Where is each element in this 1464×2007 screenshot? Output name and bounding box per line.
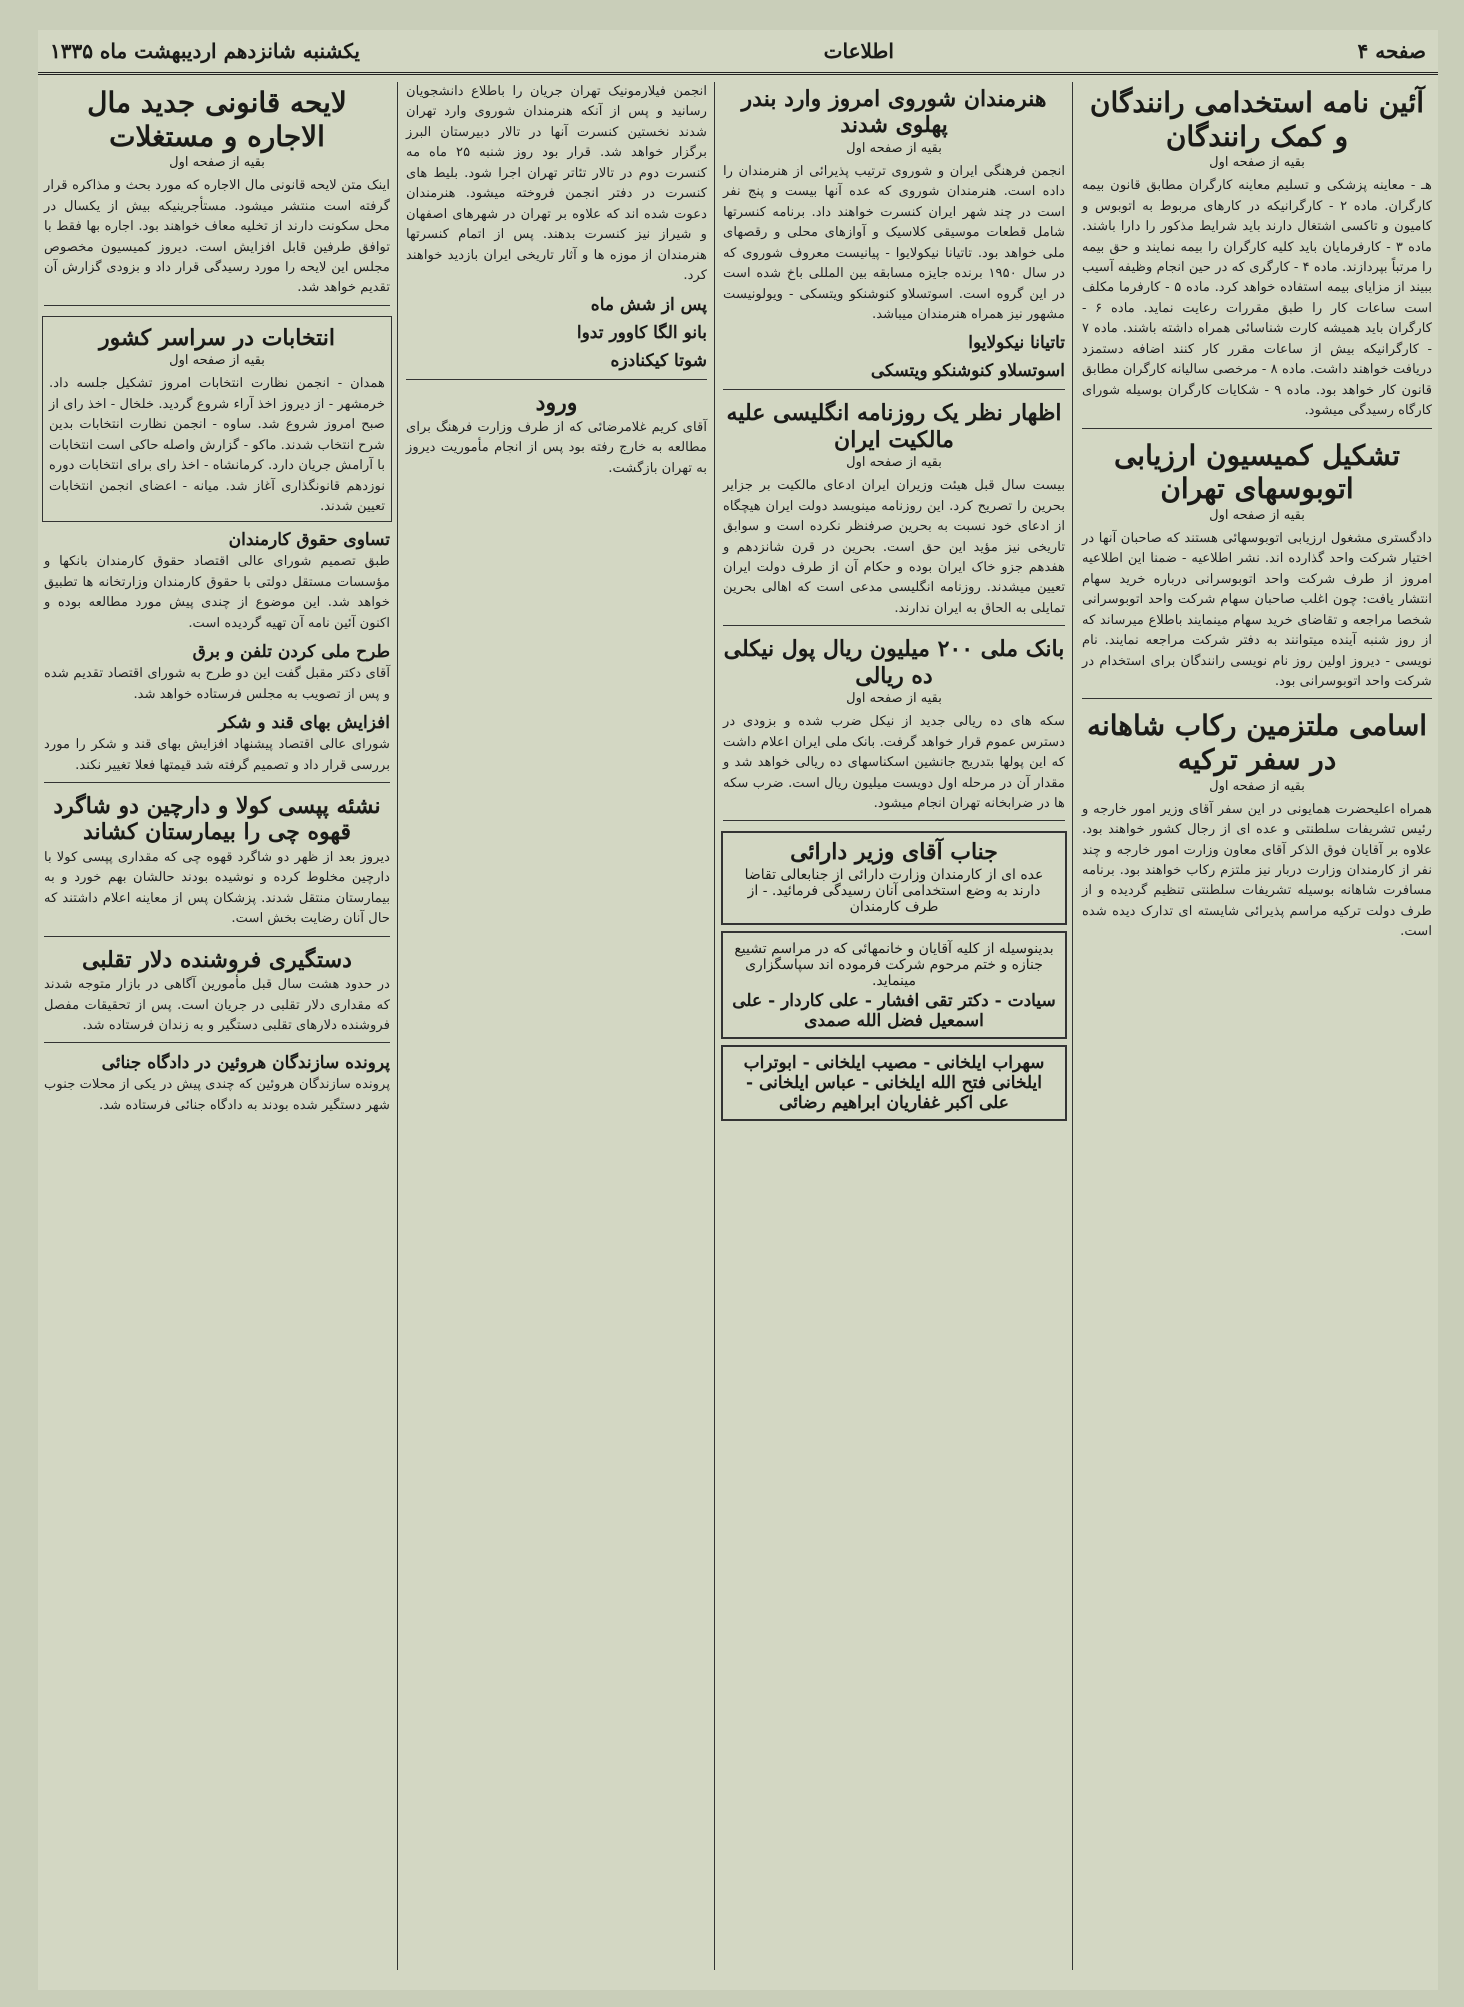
notice-title: جناب آقای وزیر دارائی <box>790 839 998 866</box>
article-body: همراه اعلیحضرت همایونی در این سفر آقای وزیر امور خارجه و رئیس تشریفات سلطنتی و عده ای از رجال کشور خواهند بود. علاوه بر آقایان فوق الذکر آقای معاون وزارت امور خارجه و چند نفر از کارمندان وزارت دربار نیز ملتزم رکاب خواهند بود. برنامه مسافرت شاهانه بوسیله تشریفات سلطنتی تنظیم گردیده و از طرف دولت ترکیه مراسم پذیرائی شایسته ای تدارک دیده شده است. <box>1082 801 1432 940</box>
headline: اظهار نظر یک روزنامه انگلیسی علیه مالکیت ایران <box>726 400 1062 453</box>
continued-note: بقیه از صفحه اول <box>846 140 942 156</box>
article-soviet-artists <box>723 86 1065 390</box>
subheading: تاتیانا نیکولایوا <box>968 333 1065 354</box>
article-body: پرونده سازندگان هروئین که چندی پیش در یکی از محلات جنوب شهر دستگیر شده بودند به دادگاه جنائی فرستاده شد. <box>44 1077 390 1113</box>
article-pepsi-cinnamon <box>44 793 390 937</box>
continued-note: بقیه از صفحه اول <box>846 691 942 707</box>
article-body: شورای عالی اقتصاد پیشنهاد افزایش بهای قند و شکر را مورد بررسی قرار داد و تصمیم گرفته شد قیمتها فعلا تغییر نکند. <box>44 737 390 773</box>
continued-note: بقیه از صفحه اول <box>169 155 265 171</box>
article-body: اینک متن لایحه قانونی مال الاجاره که مورد بحث و مذاکره قرار گرفته است منتشر میشود. مستأجرینیکه بیش از یکسال در محل سکونت دارند از تخلیه معاف خواهند بود. اجاره بها فقط با توافق طرفین قابل افزایش است. دیروز کمیسیون مخصوص مجلس این لایحه را مورد رسیدگی قرار داد و بزودی گزارش آن تقدیم خواهد شد. <box>44 178 390 296</box>
headline: انتخابات در سراسر کشور <box>98 324 336 351</box>
article-body: آقای دکتر مقبل گفت این دو طرح به شورای اقتصاد تقدیم شده و پس از تصویب به مجلس فرستاده خواهد شد. <box>44 666 390 702</box>
headline: طرح ملی کردن تلفن و برق <box>192 642 390 663</box>
notice-names: سهراب ایلخانی - مصیب ایلخانی - ابوتراب ایلخانی فتح الله ایلخانی - عباس ایلخانی - علی اکبر غفاریان ابراهیم رضائی <box>743 1053 1045 1114</box>
notice-finance-minister <box>721 831 1067 925</box>
headline: بانک ملی ۲۰۰ میلیون ریال پول نیکلی ده ریالی <box>723 636 1065 689</box>
newspaper-page <box>38 30 1438 1990</box>
article-elections <box>42 316 392 523</box>
notice-names: سیادت - دکتر تقی افشار - علی کاردار - علی اسمعیل فضل الله صمدی <box>732 991 1056 1032</box>
article-body: دادگستری مشغول ارزیابی اتوبوسهائی هستند که صاحبان آنها در اختیار شرکت واحد گذارده اند. نشر اطلاعیه - ضمنا این اطلاعیه امروز از طرف شرکت واحد اتوبوسرانی درباره خرید سهام انتشار یافت: چون اغلب صاحبان سهام شرکت واحد اتوبوسرانی شخصا مراجعه و تقاضای خرید سهام مینمایند باطلاع میرساند که از روز شنبه آینده میتوانند به دفتر شرکت مراجعه نمایند. نام نویسی - دیروز اولین روز نام نویسی رانندگان برای استخدام در شرکت واحد اتوبوسرانی بود. <box>1082 530 1432 689</box>
article-bus-commission <box>1082 439 1432 700</box>
article-bahrain-claim <box>723 400 1065 626</box>
headline: آئین نامه استخدامی رانندگان و کمک رانندگان <box>1089 86 1425 153</box>
article-equal-pay <box>44 530 390 783</box>
headline: هنرمندان شوروی امروز وارد بندر پهلوی شدند <box>741 86 1047 139</box>
headline: دستگیری فروشنده دلار تقلبی <box>82 946 352 973</box>
headline: اسامی ملتزمین رکاب شاهانه در سفر ترکیه <box>1086 709 1428 777</box>
issue-date: یکشنبه شانزدهم اردیبهشت ماه ۱۳۳۵ <box>50 39 360 63</box>
continued-note: بقیه از صفحه اول <box>846 455 942 471</box>
article-body: دیروز بعد از ظهر دو شاگرد قهوه چی که مقداری پپسی کولا با دارچین مخلوط کرده و نوشیده بودند حالشان بهم خورد و به بیمارستان منتقل شدند. پزشکان پس از معاینه اعلام داشتند که حال آنان رضایت بخش است. <box>44 849 390 927</box>
article-heroin-case <box>44 1053 390 1122</box>
column-middle-left <box>400 82 713 1970</box>
article-body: طبق تصمیم شورای عالی اقتصاد حقوق کارمندان بانکها و مؤسسات مستقل دولتی با حقوق کارمندان وزارتخانه ها تطبیق خواهد شد. این موضوع از چندی پیش مورد مطالعه بوده و اکنون آئین نامه آن تهیه گردیده است. <box>44 554 390 631</box>
subheading: اسوتسلاو کنوشنکو ویتسکی <box>870 361 1065 382</box>
headline: تساوی حقوق کارمندان <box>228 530 390 551</box>
article-driver-regulations <box>1082 86 1432 429</box>
article-body: بیست سال قبل هیئت وزیران ایران ادعای مالکیت بر جزایر بحرین را تصریح کرد. این روزنامه مینویسد دولت ایران هیچگاه از ادعای خود نسبت به بحرین صرفنظر نکرده است و سوابق تاریخی نیز مؤید این حق است. بحرین در قرن شانزدهم و هفدهم جزو خاک ایران بوده و حکام آن از طرف دولت ایران تعیین میشدند. روزنامه انگلیسی مدعی است که اهالی بحرین تمایلی به الحاق به ایران ندارند. <box>723 478 1065 616</box>
column-rule <box>1072 82 1073 1970</box>
article-arrival <box>406 390 707 486</box>
article-body: انجمن فیلارمونیک تهران جریان را باطلاع دانشجویان رسانید و پس از آنکه هنرمندان شوروی وارد تهران شدند نخستین کنسرت آنها در تالار دبیرستان البرز برگزار خواهد شد. قرار بود روز شنبه ۲۵ ماه مه کنسرت دوم در تالار تئاتر تهران اجرا شود. بلیط های کنسرت در دفتر انجمن فروخته میشود. هنرمندان دعوت شده اند که علاوه بر تهران در شهرهای اصفهان و شیراز نیز کنسرت بدهند. پس از اتمام کنسرتها هنرمندان از موزه ها و آثار تاریخی ایران بازدید خواهند کرد. <box>406 84 707 284</box>
subheading: شوتا کیکنادزه <box>610 350 707 371</box>
column-middle <box>717 82 1071 1970</box>
continued-note: بقیه از صفحه اول <box>1209 507 1305 523</box>
headline: تشکیل کمیسیون ارزیابی اتوبوسهای تهران <box>1113 438 1401 506</box>
notice-body: بدینوسیله از کلیه آقایان و خانمهائی که در مراسم تشییع جنازه و ختم مرحوم شرکت فرموده اند سپاسگزاری مینماید. <box>734 941 1054 990</box>
headline: ورود <box>535 389 578 416</box>
page-number: صفحه ۴ <box>1357 39 1426 63</box>
article-rent-law <box>44 86 390 306</box>
article-body: آقای کریم غلامرضائی که از طرف وزارت فرهنگ برای مطالعه به خارج رفته بود پس از انجام مأموریت دیروز به تهران بازگشت. <box>406 419 707 476</box>
column-left <box>38 82 396 1970</box>
notice-thanks-1 <box>721 931 1067 1039</box>
article-body: انجمن فرهنگی ایران و شوروی ترتیب پذیرائی از هنرمندان را داده است. هنرمندان شوروی که عده آنها بیست و پنج نفر است در چند شهر ایران کنسرت خواهند داد. برنامه کنسرتها شامل قطعات موسیقی کلاسیک و آوازهای محلی و رقصهای ملی خواهد بود. تاتیانا نیکولایوا - پیانیست معروف شوروی که در سال ۱۹۵۰ برنده جایزه مسابقه بین المللی باخ شده است در این گروه است. اسوتسلاو کنوشنکو ویتسکی - ویولونیست مشهور نیز همراه هنرمندان میباشد. <box>723 163 1065 322</box>
masthead <box>38 30 1438 75</box>
subheading: پس از شش ماه <box>590 294 707 315</box>
article-philharmonic <box>406 82 707 380</box>
article-body: سکه های ده ریالی جدید از نیکل ضرب شده و بزودی در دسترس عموم قرار خواهد گرفت. بانک ملی ایران اعلام داشت که این پولها بتدریج جانشین اسکناسهای ده ریالی خواهد شد و مقدار آن در مرحله اول دویست میلیون ریال است. ضرب سکه ها در ضرابخانه تهران انجام میشود. <box>723 714 1065 811</box>
column-right <box>1076 82 1438 1970</box>
headline: پرونده سازندگان هروئین در دادگاه جنائی <box>101 1053 390 1074</box>
continued-note: بقیه از صفحه اول <box>169 353 265 369</box>
subheading: بانو الگا کاوور تدوا <box>576 322 707 343</box>
notice-thanks-2 <box>721 1045 1067 1121</box>
article-body: هـ - معاینه پزشکی و تسلیم معاینه کارگران مطابق قانون بیمه کارگران. ماده ۲ - کارگرانیکه در کارهای مربوط به اتوبوس و کامیون و تاکسی اشتغال دارند باید شرایط مذکور را دارا باشند. ماده ۳ - کارفرمایان باید کلیه کارگران را بیمه نمایند و حق بیمه را مرتباً بپردازند. ماده ۴ - کارگری که در حین انجام وظیفه آسیب ببیند از مزایای بیمه استفاده خواهد کرد. ماده ۵ - کارفرما مکلف است ساعات کار را طبق مقررات رعایت نماید. ماده ۶ - کارگران باید همیشه کارت شناسائی همراه داشته باشند. ماده ۷ - کارگرانیکه بیش از ساعات مقرر کار کنند اضافه دستمزد دریافت خواهند داشت. ماده ۸ - مرخصی سالیانه کارگران مطابق قانون کار خواهد بود. ماده ۹ - شکایات کارگران بوسیله شورای کارگاه رسیدگی میشود. <box>1082 178 1433 419</box>
column-rule <box>397 82 398 1970</box>
article-body: همدان - انجمن نظارت انتخابات امروز تشکیل جلسه داد. خرمشهر - از دیروز اخذ آراء شروع گردید. خلخال - اخذ رای از صبح امروز شروع شد. ساوه - انجمن نظارت انتخابات بدین شرح انتخاب شدند. ماکو - گزارش واصله حاکی است انتخابات با آرامش جریان دارد. کرمانشاه - اخذ رای برای انتخابات دوره نوزدهم قانونگذاری آغاز شد. میانه - اعضای انجمن انتخابات تعیین شدند. <box>49 376 385 515</box>
article-fake-dollars <box>44 947 390 1044</box>
article-body: در حدود هشت سال قبل مأمورین آگاهی در بازار متوجه شدند که مقداری دلار تقلبی در جریان است. پس از تحقیقات مفصل فروشنده دلارهای تقلبی دستگیر و به زندان فرستاده شد. <box>44 977 390 1033</box>
headline: نشئه پپسی کولا و دارچین دو شاگرد قهوه چی را بیمارستان کشاند <box>53 793 381 846</box>
continued-note: بقیه از صفحه اول <box>1209 778 1305 794</box>
notice-body: عده ای از کارمندان وزارت دارائی از جنابعالی تقاضا دارند به وضع استخدامی آنان رسیدگی فرمائید. - از طرف کارمندان <box>744 867 1044 916</box>
article-royal-entourage <box>1082 709 1432 948</box>
article-nickel-coins <box>723 636 1065 821</box>
headline: لایحه قانونی جدید مال الاجاره و مستغلات <box>87 86 347 153</box>
newspaper-name: اطلاعات <box>823 39 894 63</box>
continued-note: بقیه از صفحه اول <box>1209 155 1305 171</box>
column-rule <box>714 82 715 1970</box>
headline: افزایش بهای قند و شکر <box>218 713 390 734</box>
